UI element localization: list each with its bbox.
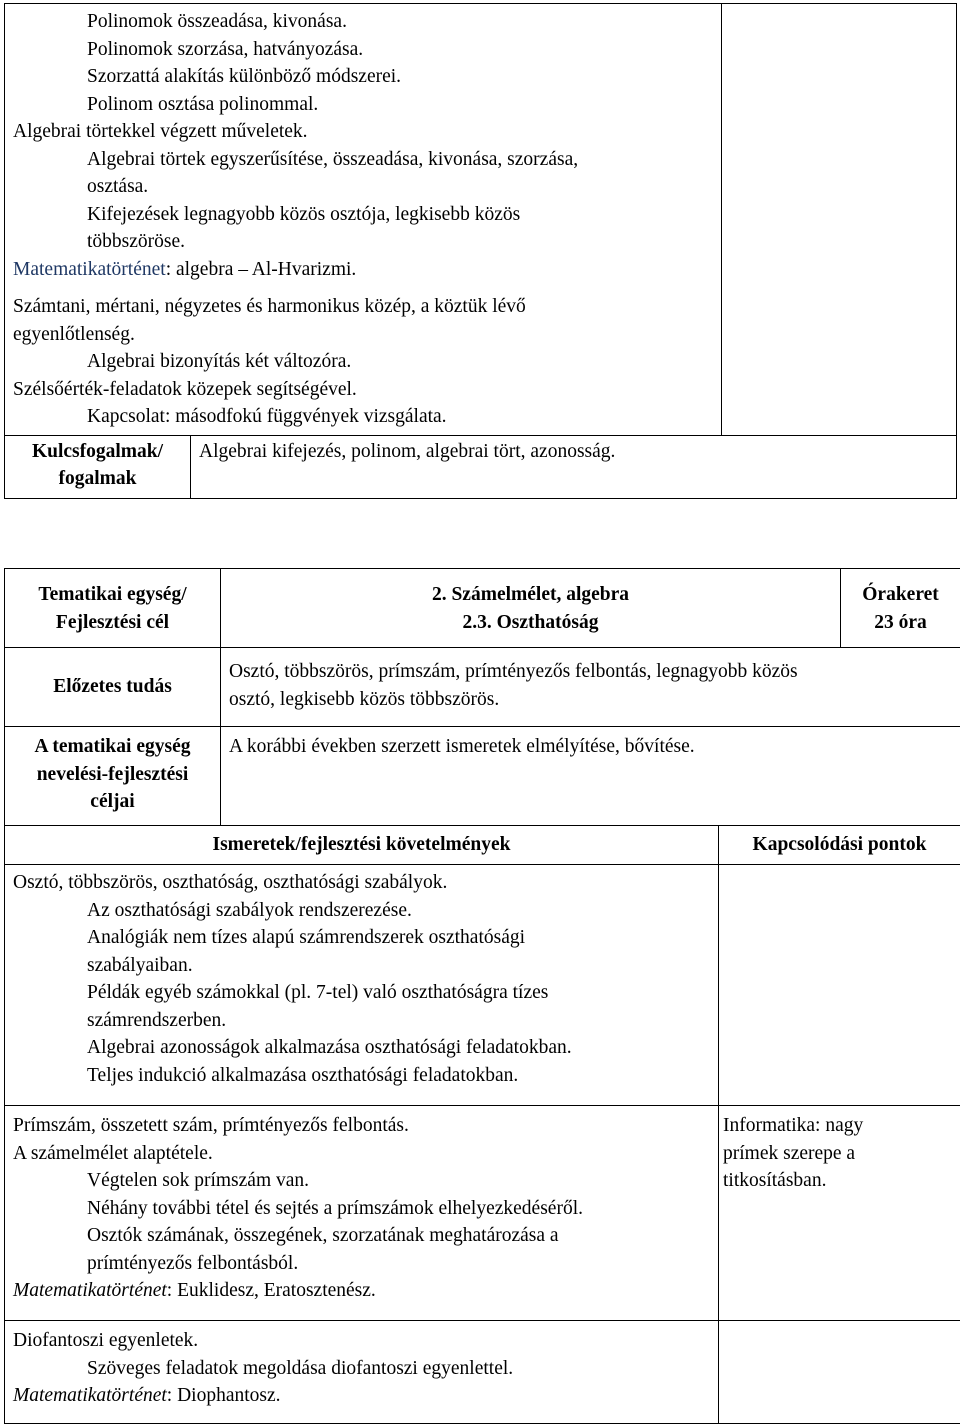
content-line: többszöröse. [13,228,721,256]
goals-text-cell [221,727,960,826]
prime-cell [5,1106,719,1321]
content-cell [5,4,722,436]
req-line: prímtényezős felbontásból. [13,1250,718,1278]
history-label: Matematikatörténet [13,1280,167,1301]
unit-label: Fejlesztési cél [5,609,220,637]
history-text: : Diophantosz. [167,1385,281,1406]
unit-label: Tematikai egység/ [5,581,220,609]
history-line [13,1277,718,1305]
top-table [4,3,957,499]
dioph-conn-cell [719,1321,960,1424]
content-line: egyenlőtlenség. [13,321,721,349]
key-concepts-label: Kulcsfogalmak/ [5,438,190,466]
hours-value: 23 óra [841,609,960,637]
content-line: Szélsőérték-feladatok közepek segítségével. [13,376,721,404]
content-line: Polinom osztása polinommal. [13,91,721,119]
goals-label: nevelési-fejlesztési [5,761,220,789]
prior-label-cell [5,648,221,727]
content-line: Kapcsolat: másodfokú függvények vizsgálata. [13,403,721,431]
history-label: Matematikatörténet [13,1385,167,1406]
unit-table [4,568,960,1424]
content-line: Algebrai bizonyítás két változóra. [13,348,721,376]
hours-cell [841,569,960,648]
req-line: szabályaiban. [13,952,718,980]
req-line: Diofantoszi egyenletek. [13,1327,718,1355]
hours-label: Órakeret [841,581,960,609]
prior-text: Osztó, többszörös, prímszám, prímtényezős felbontás, legnagyobb közös [229,658,960,686]
content-line: Algebrai törtek egyszerűsítése, összeadása, kivonása, szorzása, [13,146,721,174]
divisibility-cell [5,865,719,1106]
key-concepts-text: Algebrai kifejezés, polinom, algebrai tört, azonosság. [199,438,956,466]
unit-label-cell [5,569,221,648]
history-line [13,1382,718,1410]
content-line: Algebrai törtekkel végzett műveletek. [13,118,721,146]
prior-label: Előzetes tudás [5,673,220,701]
req-line: Példák egyéb számokkal (pl. 7-tel) való oszthatóságra tízes [13,979,718,1007]
req-line: Végtelen sok prímszám van. [13,1167,718,1195]
req-line: számrendszerben. [13,1007,718,1035]
goals-text: A korábbi években szerzett ismeretek elmélyítése, bővítése. [229,733,960,761]
history-text: : Euklidesz, Eratosztenész. [167,1280,376,1301]
conn-header-cell [719,826,960,865]
unit-title: 2. Számelmélet, algebra [221,581,840,609]
req-line: Teljes indukció alkalmazása oszthatósági feladatokban. [13,1062,718,1090]
unit-title-cell [221,569,841,648]
req-line: Analógiák nem tízes alapú számrendszerek oszthatósági [13,924,718,952]
divisibility-conn-cell [719,865,960,1106]
prior-text: osztó, legkisebb közös többszörös. [229,686,960,714]
req-line: A számelmélet alaptétele. [13,1140,718,1168]
prior-text-cell [221,648,960,727]
content-line: Polinomok összeadása, kivonása. [13,8,721,36]
conn-line: Informatika: nagy [723,1112,960,1140]
key-concepts-cell [191,435,957,498]
conn-line: prímek szerepe a [723,1140,960,1168]
content-line: osztása. [13,173,721,201]
req-line: Az oszthatósági szabályok rendszerezése. [13,897,718,925]
req-line: Szöveges feladatok megoldása diofantoszi egyenlettel. [13,1355,718,1383]
conn-line: titkosításban. [723,1167,960,1195]
conn-header: Kapcsolódási pontok [719,831,960,859]
req-line: Algebrai azonosságok alkalmazása oszthatósági feladatokban. [13,1034,718,1062]
req-header: Ismeretek/fejlesztési követelmények [5,831,718,859]
history-label: Matematikatörténet [13,259,166,280]
content-line: Szorzattá alakítás különböző módszerei. [13,63,721,91]
goals-label: A tematikai egység [5,733,220,761]
content-line: Számtani, mértani, négyzetes és harmonikus közép, a köztük lévő [13,293,721,321]
req-line: Osztó, többszörös, oszthatóság, oszthatósági szabályok. [13,869,718,897]
key-concepts-label-cell [5,435,191,498]
unit-title: 2.3. Oszthatóság [221,609,840,637]
key-concepts-label: fogalmak [5,465,190,493]
goals-label: céljai [5,788,220,816]
connection-cell [722,4,957,436]
req-line: Néhány további tétel és sejtés a prímszámok elhelyezkedéséről. [13,1195,718,1223]
history-line [13,256,721,284]
goals-label-cell [5,727,221,826]
req-line: Prímszám, összetett szám, prímtényezős felbontás. [13,1112,718,1140]
history-text: : algebra – Al-Hvarizmi. [166,259,357,280]
dioph-cell [5,1321,719,1424]
content-line: Kifejezések legnagyobb közös osztója, legkisebb közös [13,201,721,229]
prime-conn-cell [719,1106,960,1321]
content-line: Polinomok szorzása, hatványozása. [13,36,721,64]
req-header-cell [5,826,719,865]
req-line: Osztók számának, összegének, szorzatának meghatározása a [13,1222,718,1250]
